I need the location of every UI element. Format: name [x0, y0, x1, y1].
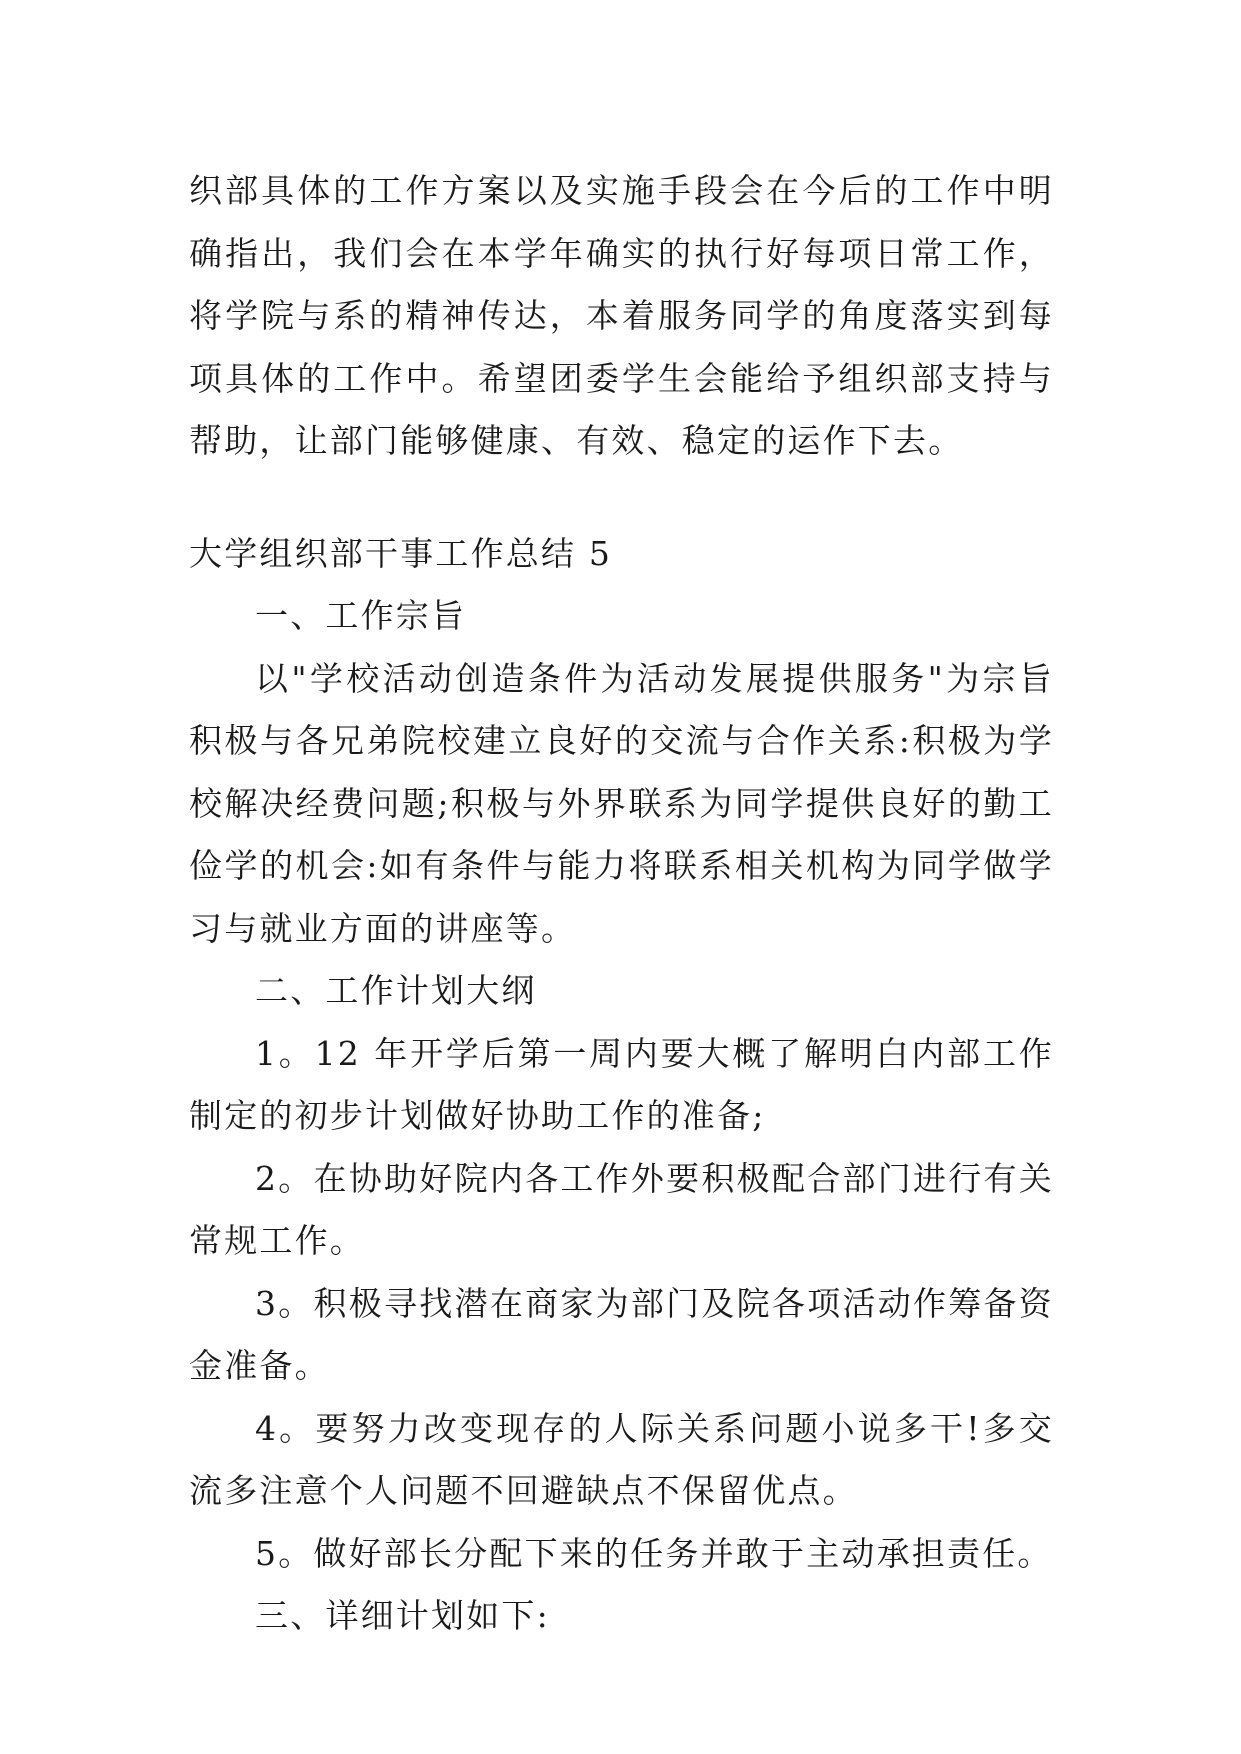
- intro-paragraph: 织部具体的工作方案以及实施手段会在今后的工作中明确指出，我们会在本学年确实的执行好每项日常工作，将学院与系的精神传达，本着服务同学的角度落实到每项具体的工作中。希望团委学生会能给予组织部支持与帮助，让部门能够健康、有效、稳定的运作下去。: [189, 171, 1054, 460]
- heading-detailed-plan: 三、详细计划如下:: [255, 1596, 550, 1635]
- list-item: 1。12 年开学后第一周内要大概了解明白内部工作制定的初步计划做好协助工作的准备;: [189, 1033, 1054, 1135]
- document-page: [189, 160, 1054, 1648]
- list-item: 4。要努力改变现存的人际关系问题小说多干!多交流多注意个人问题不回避缺点不保留优点。: [189, 1408, 1054, 1510]
- heading-work-plan-outline: 二、工作计划大纲: [255, 971, 537, 1010]
- heading-work-purpose: 一、工作宗旨: [255, 596, 467, 635]
- list-item: 5。做好部长分配下来的任务并敢于主动承担责任。: [255, 1533, 1053, 1573]
- list-item: 2。在协助好院内各工作外要积极配合部门进行有关常规工作。: [189, 1158, 1054, 1260]
- list-item: 3。积极寻找潜在商家为部门及院各项活动作筹备资金准备。: [189, 1283, 1054, 1385]
- paragraph-work-purpose: 以"学校活动创造条件为活动发展提供服务"为宗旨积极与各兄弟院校建立良好的交流与合作关系:积极为学校解决经费问题;积极与外界联系为同学提供良好的勤工俭学的机会:如有条件与能力将联系相关机构为同学做学习与就业方面的讲座等。: [189, 658, 1054, 948]
- section-title: 大学组织部干事工作总结 5: [189, 533, 613, 573]
- section-spacer: [189, 473, 1054, 523]
